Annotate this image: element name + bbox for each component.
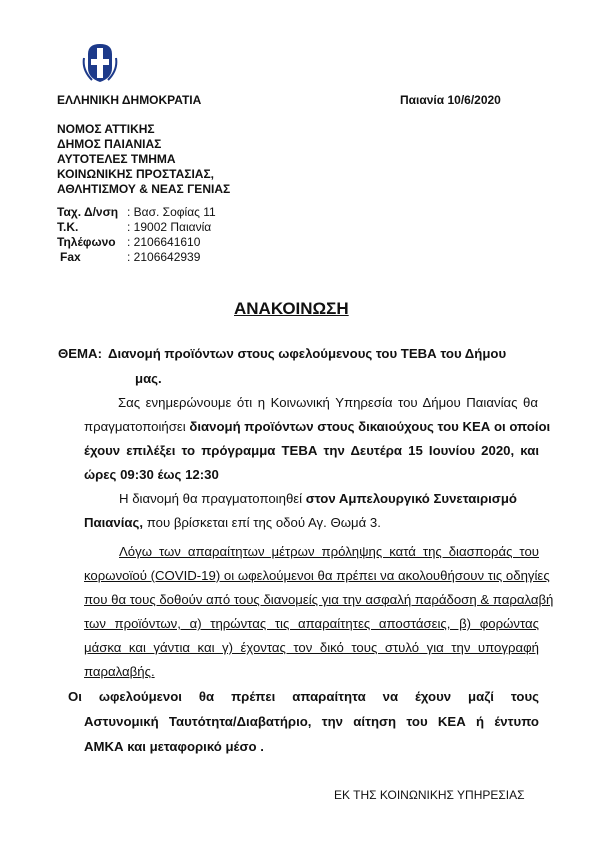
- para3-line: παραλαβής.: [84, 664, 155, 679]
- para2-bold-text: Παιανίας,: [84, 515, 144, 530]
- para1-line: ώρες 09:30 έως 12:30: [84, 467, 219, 482]
- para2-bold-text: στον Αμπελουργικό Συνεταιρισμό: [305, 491, 517, 506]
- para1-line: Σας ενημερώνουμε ότι η Κοινωνική Υπηρεσία του Δήμου Παιανίας θα: [118, 395, 538, 410]
- para4-line: Οι ωφελούμενοι θα πρέπει απαραίτητα να έχουν μαζί τους: [68, 689, 539, 704]
- org-line: ΚΟΙΝΩΝΙΚΗΣ ΠΡΟΣΤΑΣΙΑΣ,: [57, 167, 214, 181]
- para1-bold-text: διανομή προϊόντων στους δικαιούχους του ΚΕΑ οι οποίοι: [189, 419, 551, 434]
- para2-text: Η διανομή θα πραγματοποιηθεί: [119, 491, 306, 506]
- subject-label: ΘΕΜΑ:: [58, 346, 102, 361]
- para2-text: που βρίσκεται επί της οδού Αγ. Θωμά 3.: [143, 515, 381, 530]
- para4-line: Αστυνομική Ταυτότητα/Διαβατήριο, την αίτηση του ΚΕΑ ή έντυπο: [84, 714, 539, 729]
- org-line: ΑΘΛΗΤΙΣΜΟΥ & ΝΕΑΣ ΓΕΝΙΑΣ: [57, 182, 231, 196]
- org-line: ΝΟΜΟΣ ΑΤΤΙΚΗΣ: [57, 122, 155, 136]
- contact-label: Τηλέφωνο: [57, 235, 116, 249]
- contact-value: : 19002 Παιανία: [127, 220, 212, 234]
- para4-line: ΑΜΚΑ και μεταφορικό μέσο .: [84, 739, 264, 754]
- para2-line: [119, 491, 539, 506]
- para2-line: [84, 515, 381, 530]
- contact-label: Fax: [60, 250, 81, 264]
- para3-line: Λόγω των απαραίτητων μέτρων πρόληψης κατά της διασποράς του: [119, 544, 539, 559]
- subject-text: Διανομή προϊόντων στους ωφελούμενους του ΤΕΒΑ του Δήμου: [108, 346, 507, 361]
- para3-line: των προϊόντων, α) τηρώντας τις απαραίτητες αποστάσεις, β) φορώντας: [84, 616, 539, 631]
- greek-coat-of-arms-icon: [82, 40, 118, 84]
- place-date: Παιανία 10/6/2020: [400, 93, 501, 107]
- para1-text: πραγματοποιήσει: [84, 419, 190, 434]
- para1-line: [84, 419, 550, 434]
- contact-value: : Βασ. Σοφίας 11: [127, 205, 216, 219]
- org-line: ΑΥΤΟΤΕΛΕΣ ΤΜΗΜΑ: [57, 152, 176, 166]
- subject-text: μας.: [135, 371, 162, 386]
- country-name: ΕΛΛΗΝΙΚΗ ΔΗΜΟΚΡΑΤΙΑ: [57, 93, 202, 107]
- document-title: ΑΝΑΚΟΙΝΩΣΗ: [234, 299, 349, 318]
- contact-value: : 2106642939: [127, 250, 201, 264]
- para3-line: που θα τους δοθούν από τους διανομείς για την ασφαλή παράδοση & παραλαβή: [84, 592, 554, 607]
- contact-label: Ταχ. Δ/νση: [57, 205, 119, 219]
- org-line: ΔΗΜΟΣ ΠΑΙΑΝΙΑΣ: [57, 137, 162, 151]
- signature: ΕΚ ΤΗΣ ΚΟΙΝΩΝΙΚΗΣ ΥΠΗΡΕΣΙΑΣ: [334, 788, 525, 802]
- contact-value: : 2106641610: [127, 235, 201, 249]
- para3-line: μάσκα και γάντια και γ) έχοντας τον δικό τους στυλό για την υπογραφή: [84, 640, 539, 655]
- contact-label: Τ.Κ.: [57, 220, 79, 234]
- para1-line: έχουν επιλέξει το πρόγραμμα ΤΕΒΑ την Δευτέρα 15 Ιουνίου 2020, και: [84, 443, 539, 458]
- para3-line: κορωνοϊού (COVID-19) οι ωφελούμενοι θα πρέπει να ακολουθήσουν τις οδηγίες: [84, 568, 550, 583]
